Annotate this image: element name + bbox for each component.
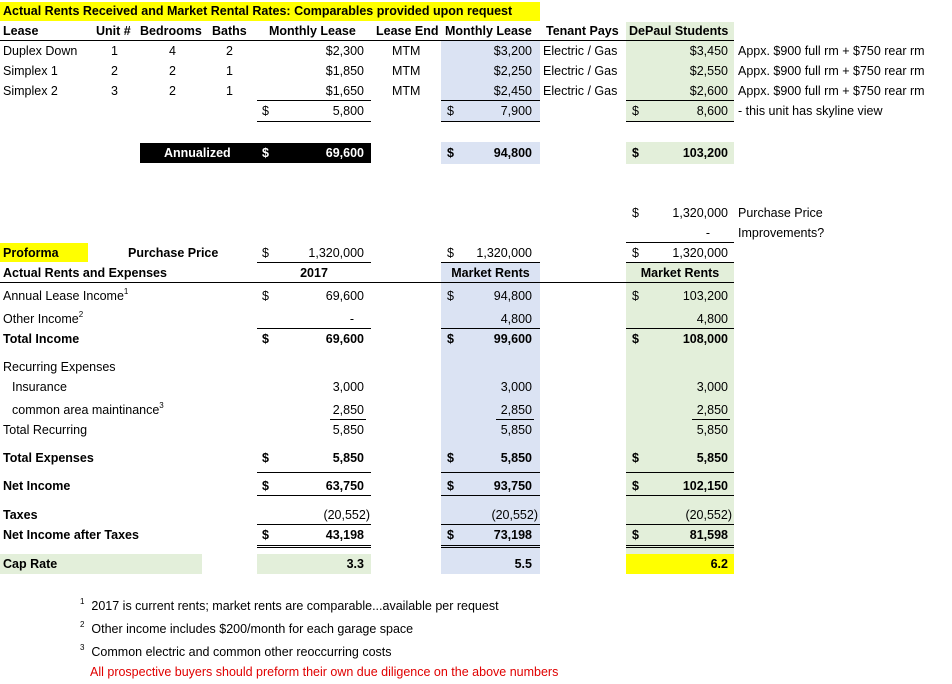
total-income-currency-market: $ — [447, 332, 454, 346]
annualized-currency-actual: $ — [262, 146, 269, 160]
common-rule-market — [496, 419, 534, 420]
annualized-actual: 69,600 — [325, 146, 364, 160]
net-after-actual: 43,198 — [325, 528, 364, 542]
footnote-3: $^3$ Common electric and common other reoccurring costs — [80, 643, 392, 659]
side-improvements-rule — [626, 242, 734, 243]
total-note: - this unit has skyline view — [738, 104, 883, 118]
proforma-price-currency-actual: $ — [262, 246, 269, 260]
header-unit: Unit # — [96, 24, 131, 38]
total-market: 7,900 — [500, 104, 532, 118]
total-currency-market: $ — [447, 104, 454, 118]
annual-lease-currency-actual: $ — [262, 289, 269, 303]
insurance-depaul: 3,000 — [696, 380, 728, 394]
unit-bedrooms-3: 2 — [169, 84, 176, 98]
header-bedrooms: Bedrooms — [140, 24, 202, 38]
taxes-depaul: (20,552) — [685, 508, 732, 522]
annual-lease-depaul: 103,200 — [682, 289, 728, 303]
net-income-rule-depaul — [626, 495, 734, 496]
taxes-market: (20,552) — [491, 508, 538, 522]
unit-lease-end-1: MTM — [392, 44, 421, 58]
proforma-price-rule-market — [441, 262, 540, 263]
taxes-rule-market — [441, 524, 540, 525]
total-income-depaul: 108,000 — [682, 332, 728, 346]
taxes-label: Taxes — [3, 508, 38, 522]
net-income-market: 93,750 — [493, 479, 532, 493]
side-price: 1,320,000 — [672, 206, 728, 220]
total-currency-depaul: $ — [632, 104, 639, 118]
total-expenses-market: 5,850 — [500, 451, 532, 465]
total-recurring-label: Total Recurring — [3, 423, 88, 437]
other-income-depaul: 4,800 — [696, 312, 728, 326]
proforma-price-depaul: 1,320,000 — [672, 246, 728, 260]
common-area-market: 2,850 — [500, 403, 532, 417]
proforma-price-currency-depaul: $ — [632, 246, 639, 260]
market-total-rule — [441, 100, 540, 101]
unit-note-1: Appx. $900 full rm + $750 rear rm — [738, 44, 925, 58]
annual-lease-currency-depaul: $ — [632, 289, 639, 303]
total-income-label: Total Income — [3, 332, 80, 346]
header-baths: Baths — [212, 24, 247, 38]
unit-bedrooms-1: 4 — [169, 44, 176, 58]
total-expenses-currency-depaul: $ — [632, 451, 639, 465]
net-after-double-rule-actual — [257, 545, 371, 548]
total-expenses-rule-actual — [257, 472, 371, 473]
unit-market-1: $3,200 — [493, 44, 532, 58]
unit-rent-2: $1,850 — [325, 64, 364, 78]
unit-number-2: 2 — [111, 64, 118, 78]
unit-bedrooms-2: 2 — [169, 64, 176, 78]
net-after-depaul: 81,598 — [689, 528, 728, 542]
taxes-actual: (20,552) — [323, 508, 370, 522]
annualized-market: 94,800 — [493, 146, 532, 160]
taxes-rule-depaul — [626, 524, 734, 525]
depaul-total-rule — [626, 100, 734, 101]
total-expenses-currency-actual: $ — [262, 451, 269, 465]
proforma-price-market: 1,320,000 — [476, 246, 532, 260]
total-income-actual: 69,600 — [325, 332, 364, 346]
unit-tenant-pays-1: Electric / Gas — [543, 44, 618, 58]
unit-note-2: Appx. $900 full rm + $750 rear rm — [738, 64, 925, 78]
proforma-col-actual: 2017 — [300, 266, 328, 280]
unit-rent-1: $2,300 — [325, 44, 364, 58]
net-after-double-rule-depaul — [626, 545, 734, 548]
unit-depaul-1: $3,450 — [689, 44, 728, 58]
other-income-actual: - — [349, 312, 354, 326]
proforma-price-rule-depaul — [626, 262, 734, 263]
unit-tenant-pays-3: Electric / Gas — [543, 84, 618, 98]
total-recurring-market: 5,850 — [500, 423, 532, 437]
total-expenses-rule-depaul — [626, 472, 734, 473]
total-expenses-rule-market — [441, 472, 540, 473]
total-income-market: 99,600 — [493, 332, 532, 346]
unit-tenant-pays-2: Electric / Gas — [543, 64, 618, 78]
total-actual: 5,800 — [332, 104, 364, 118]
total-expenses-depaul: 5,850 — [696, 451, 728, 465]
unit-number-3: 3 — [111, 84, 118, 98]
proforma-section-label: Actual Rents and Expenses — [3, 266, 167, 280]
net-income-rule-actual — [257, 495, 371, 496]
net-after-taxes-label: Net Income after Taxes — [3, 528, 139, 542]
common-area-depaul: 2,850 — [696, 403, 728, 417]
net-after-market: 73,198 — [493, 528, 532, 542]
proforma-purchase-price-label: Purchase Price — [128, 246, 219, 260]
annualized-currency-market: $ — [447, 146, 454, 160]
total-recurring-depaul: 5,850 — [696, 423, 728, 437]
net-income-currency-depaul: $ — [632, 479, 639, 493]
side-price-currency: $ — [632, 206, 639, 220]
footnote-1: $^1$ 2017 is current rents; market rents are comparable...available per request — [80, 597, 499, 613]
recurring-expenses-label: Recurring Expenses — [3, 360, 116, 374]
common-rule-depaul — [692, 419, 730, 420]
proforma-label: Proforma — [3, 246, 59, 260]
other-income-rule-depaul — [626, 328, 734, 329]
due-diligence-warning: All prospective buyers should preform their own due diligence on the above numbers — [90, 665, 559, 679]
other-income-market: 4,800 — [500, 312, 532, 326]
side-improvements-label: Improvements? — [738, 226, 825, 240]
cap-rate-market: 5.5 — [514, 557, 532, 571]
total-expenses-actual: 5,850 — [332, 451, 364, 465]
header-lease-end: Lease End — [376, 24, 439, 38]
cap-rate-actual: 3.3 — [346, 557, 364, 571]
proforma-price-rule-actual — [257, 262, 371, 263]
unit-baths-3: 1 — [226, 84, 233, 98]
proforma-price-currency-market: $ — [447, 246, 454, 260]
other-income-rule-market — [441, 328, 540, 329]
annualized-depaul: 103,200 — [682, 146, 728, 160]
unit-rent-3: $1,650 — [325, 84, 364, 98]
net-after-currency-actual: $ — [262, 528, 269, 542]
taxes-rule-actual — [257, 524, 371, 525]
net-income-actual: 63,750 — [325, 479, 364, 493]
common-rule-actual — [330, 419, 366, 420]
total-income-currency-depaul: $ — [632, 332, 639, 346]
unit-baths-1: 2 — [226, 44, 233, 58]
page-title: Actual Rents Received and Market Rental Rates: Comparables provided upon request — [3, 4, 513, 18]
annualized-label: Annualized — [164, 146, 231, 160]
total-income-currency-actual: $ — [262, 332, 269, 346]
net-after-currency-depaul: $ — [632, 528, 639, 542]
unit-lease-1: Duplex Down — [3, 44, 78, 58]
annual-lease-market: 94,800 — [493, 289, 532, 303]
unit-lease-3: Simplex 2 — [3, 84, 58, 98]
side-improvements: - — [705, 226, 710, 240]
unit-number-1: 1 — [111, 44, 118, 58]
net-income-depaul: 102,150 — [682, 479, 728, 493]
proforma-col-market: Market Rents — [451, 266, 530, 280]
proforma-col-depaul: Market Rents — [640, 266, 720, 280]
total-depaul: 8,600 — [696, 104, 728, 118]
unit-market-2: $2,250 — [493, 64, 532, 78]
header-depaul: DePaul Students — [629, 24, 729, 38]
net-after-currency-market: $ — [447, 528, 454, 542]
net-income-currency-actual: $ — [262, 479, 269, 493]
unit-depaul-3: $2,600 — [689, 84, 728, 98]
unit-depaul-2: $2,550 — [689, 64, 728, 78]
total-expenses-label: Total Expenses — [3, 451, 94, 465]
annualized-currency-depaul: $ — [632, 146, 639, 160]
insurance-actual: 3,000 — [332, 380, 364, 394]
footnote-2: $^2$ Other income includes $200/month for each garage space — [80, 620, 414, 636]
cap-rate-label: Cap Rate — [3, 557, 58, 571]
total-expenses-currency-market: $ — [447, 451, 454, 465]
annual-lease-actual: 69,600 — [325, 289, 364, 303]
unit-baths-2: 1 — [226, 64, 233, 78]
unit-lease-end-3: MTM — [392, 84, 421, 98]
proforma-section-rule — [0, 282, 734, 283]
actual-total-rule — [257, 100, 371, 101]
depaul-total-underline — [626, 121, 734, 122]
common-area-actual: 2,850 — [332, 403, 364, 417]
net-income-currency-market: $ — [447, 479, 454, 493]
unit-market-3: $2,450 — [493, 84, 532, 98]
cap-rate-depaul: 6.2 — [710, 557, 728, 571]
net-income-rule-market — [441, 495, 540, 496]
total-recurring-actual: 5,850 — [332, 423, 364, 437]
other-income-label: Other Income$^2$ — [3, 310, 84, 326]
total-currency-actual: $ — [262, 104, 269, 118]
actual-total-underline — [257, 121, 371, 122]
header-underline — [0, 40, 734, 41]
header-monthly-lease: Monthly Lease — [269, 24, 356, 38]
unit-lease-2: Simplex 1 — [3, 64, 58, 78]
header-lease: Lease — [3, 24, 39, 38]
header-market-monthly-lease: Monthly Lease — [445, 24, 532, 38]
unit-note-3: Appx. $900 full rm + $750 rear rm — [738, 84, 925, 98]
insurance-market: 3,000 — [500, 380, 532, 394]
side-price-label: Purchase Price — [738, 206, 823, 220]
market-total-underline — [441, 121, 540, 122]
header-tenant-pays: Tenant Pays — [546, 24, 619, 38]
annual-lease-currency-market: $ — [447, 289, 454, 303]
common-area-label: common area maintinance$^3$ — [12, 401, 164, 417]
proforma-price-actual: 1,320,000 — [308, 246, 364, 260]
annual-lease-label: Annual Lease Income$^1$ — [3, 287, 129, 303]
other-income-rule-actual — [257, 328, 371, 329]
insurance-label: Insurance — [12, 380, 67, 394]
unit-lease-end-2: MTM — [392, 64, 421, 78]
net-after-double-rule-market — [441, 545, 540, 548]
net-income-label: Net Income — [3, 479, 71, 493]
